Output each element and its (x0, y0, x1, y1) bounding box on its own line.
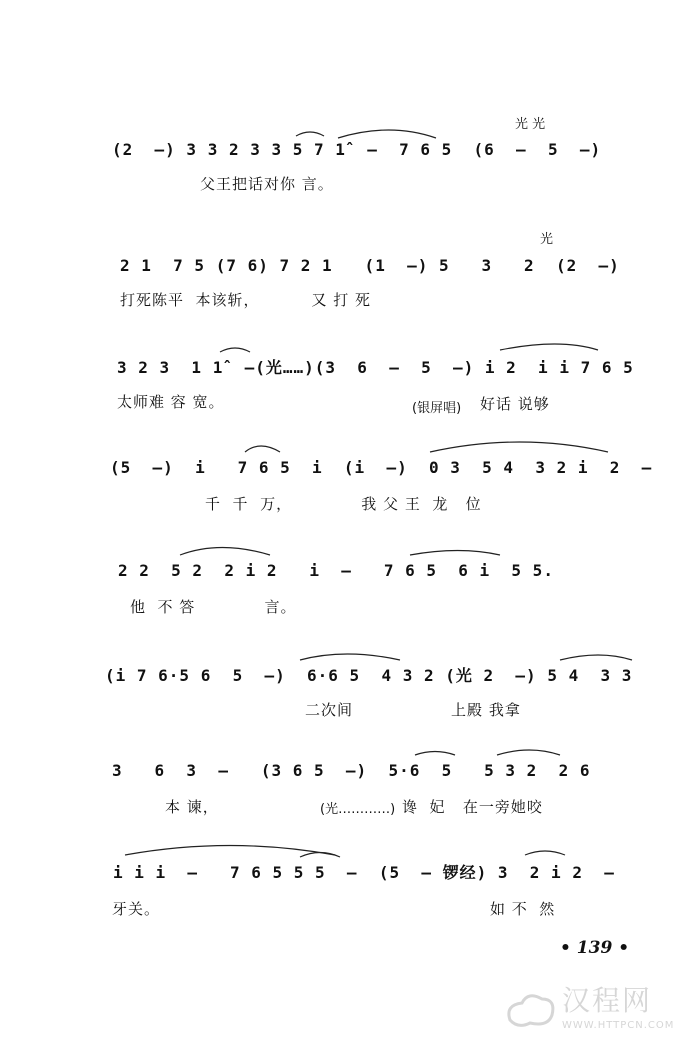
slur (560, 655, 632, 660)
lyric-line: 如 不 然 (490, 900, 556, 918)
slur (500, 344, 598, 350)
lyric-line: 打死陈平 本该斩， 又 打 死 (120, 291, 371, 309)
lyric-line: 他 不 答 言。 (130, 598, 297, 616)
slur (415, 752, 455, 756)
percussion-cue: (光…………) (320, 802, 396, 817)
slur (220, 348, 250, 352)
watermark-url: WWW.HTTPCN.COM (562, 1020, 675, 1031)
slur (300, 853, 340, 858)
lyric-line: 谗 妃 在一旁她咬 (402, 798, 543, 816)
lyric-line: 二次间 上殿 我拿 (305, 701, 521, 719)
percussion-cue: 光 光 (515, 117, 546, 132)
notation-line: (i 7 6·5 6 5 –) 6·6 5 4 3 2 (光 2 –) 5 4 3 3 (105, 666, 633, 685)
lyric-line: 千 千 万， 我 父 王 龙 位 (205, 495, 482, 513)
notation-line: 3 2 3 1 1̂ –(光……)(3 6 – 5 –) i 2 i i 7 6 5 (117, 358, 634, 377)
notation-line: 3 6 3 – (3 6 5 –) 5·6 5 5 3 2 2 6 (112, 761, 591, 780)
slur (525, 851, 565, 855)
cloud-logo-icon (500, 985, 560, 1035)
page-number: • 139 • (560, 938, 630, 958)
slur (245, 446, 280, 452)
lyric-line: 本 谏， (165, 798, 219, 816)
slur (125, 846, 335, 856)
slur (430, 442, 608, 452)
notation-line: (2 –) 3 3 2 3 3 5 7 1̂ – 7 6 5 (6 – 5 –) (112, 140, 602, 159)
slur (300, 654, 400, 660)
lyric-line: 好话 说够 (480, 395, 550, 413)
notation-line: 2 2 5 2 2 i 2 i – 7 6 5 6 i 5 5. (118, 561, 554, 580)
watermark-name: 汉程网 (562, 984, 653, 1017)
notation-line: 2 1 7 5 (7 6) 7 2 1 (1 –) 5 3 2 (2 –) (120, 256, 620, 275)
lyric-line: 牙关。 (112, 900, 161, 918)
notation-line: (5 –) i 7 6 5 i (i –) 0 3 5 4 3 2 i 2 – (110, 458, 653, 477)
slur (296, 132, 324, 136)
slur (497, 750, 560, 755)
slur (180, 548, 270, 556)
slur (410, 551, 500, 556)
percussion-cue: 光 (540, 232, 554, 247)
lyric-line: 父王把话对你 言。 (200, 175, 334, 193)
singer-cue: (银屏唱) (412, 401, 462, 416)
slur (338, 130, 436, 138)
lyric-line: 太师难 容 宽。 (117, 393, 225, 411)
notation-line: i i i – 7 6 5 5 5 – (5 – 锣经) 3 2 i 2 – (113, 863, 615, 882)
watermark (500, 985, 690, 1035)
